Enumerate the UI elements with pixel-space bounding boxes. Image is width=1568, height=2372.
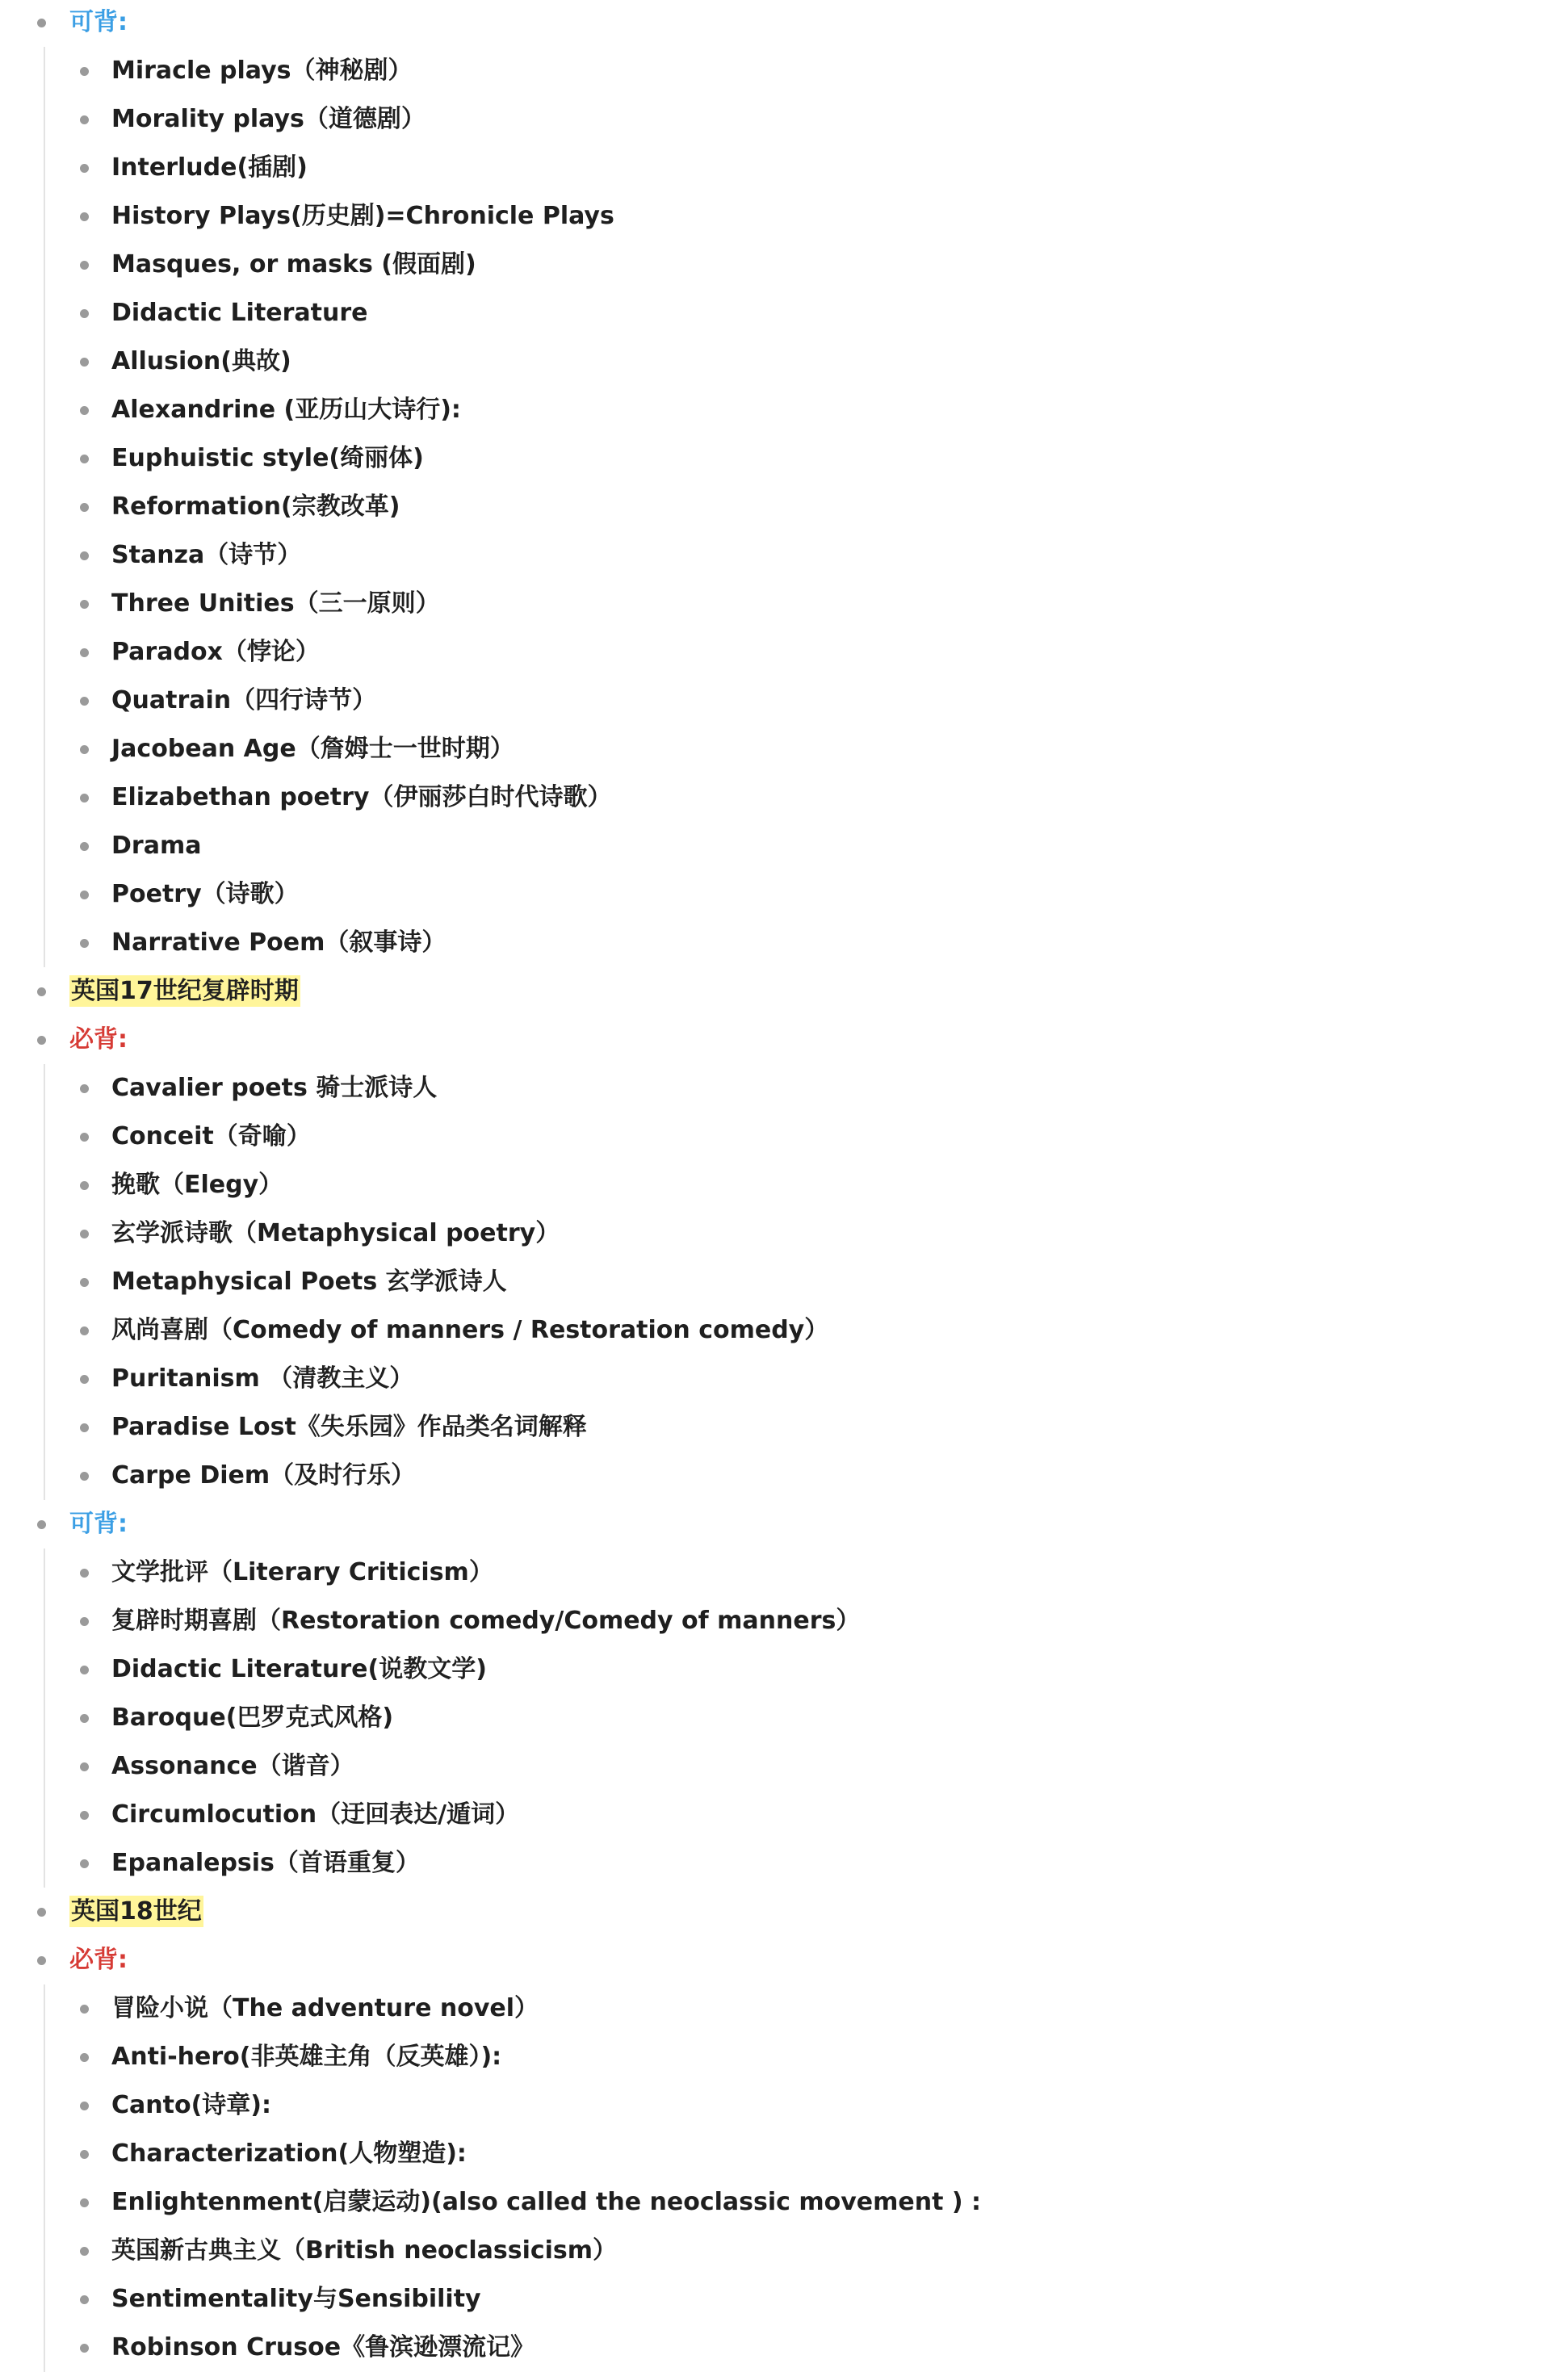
bullet-icon <box>80 794 89 803</box>
bullet-icon <box>80 2150 89 2159</box>
bullet-icon <box>80 1278 89 1287</box>
item-heading-text: 必背: <box>69 1946 128 1974</box>
list-item <box>0 1742 1568 1791</box>
item-text: Puritanism （清教主义） <box>111 1364 414 1393</box>
list-item <box>0 144 1568 192</box>
list-item <box>0 434 1568 483</box>
list-item <box>0 47 1568 95</box>
item-text: Sentimentality与Sensibility <box>111 2285 481 2313</box>
bullet-icon <box>80 1859 89 1868</box>
section-heading <box>0 1888 1568 1936</box>
list-item <box>0 483 1568 531</box>
list-item <box>0 2033 1568 2081</box>
bullet-icon <box>80 1230 89 1238</box>
list-item <box>0 580 1568 628</box>
indent-guide <box>44 434 45 483</box>
list-item <box>0 822 1568 870</box>
indent-guide <box>44 144 45 192</box>
item-text: Reformation(宗教改革) <box>111 492 400 521</box>
item-text: 英国新古典主义（British neoclassicism） <box>111 2236 618 2265</box>
list-item <box>0 1113 1568 1161</box>
bullet-icon <box>80 1666 89 1674</box>
item-text: Enlightenment(启蒙运动)(also called the neoclassic movement ) : <box>111 2188 982 2216</box>
item-text: Miracle plays（神秘剧） <box>111 57 413 85</box>
indent-guide <box>44 2130 45 2178</box>
list-item <box>0 289 1568 337</box>
bullet-icon <box>80 1326 89 1335</box>
item-text: Alexandrine (亚历山大诗行): <box>111 396 461 424</box>
indent-guide <box>44 1645 45 1694</box>
item-text: 挽歌（Elegy） <box>111 1171 283 1199</box>
indent-guide <box>44 1742 45 1791</box>
bullet-icon <box>80 600 89 609</box>
item-text: Robinson Crusoe《鲁滨逊漂流记》 <box>111 2333 535 2362</box>
list-item <box>0 1984 1568 2033</box>
bullet-icon <box>80 358 89 367</box>
item-text: Stanza（诗节） <box>111 541 302 569</box>
highlight-mark: 英国17世纪复辟时期 <box>71 977 299 1005</box>
bullet-icon <box>80 2053 89 2062</box>
bullet-icon <box>80 261 89 270</box>
item-text: Jacobean Age（詹姆士一世时期） <box>111 735 514 763</box>
indent-guide <box>44 1839 45 1888</box>
list-item <box>0 1258 1568 1306</box>
bullet-icon <box>80 2247 89 2256</box>
indent-guide <box>44 241 45 289</box>
bullet-icon <box>80 1375 89 1384</box>
bullet-icon <box>80 309 89 318</box>
list-item <box>0 95 1568 144</box>
list-item <box>0 2130 1568 2178</box>
bullet-icon <box>80 115 89 124</box>
item-text: Carpe Diem（及时行乐） <box>111 1461 416 1490</box>
bullet-icon <box>80 2005 89 2014</box>
list-item <box>0 1064 1568 1113</box>
list-item <box>0 2178 1568 2227</box>
list-item <box>0 919 1568 967</box>
indent-guide <box>44 2324 45 2372</box>
bullet-icon <box>37 19 46 27</box>
indent-guide <box>44 870 45 919</box>
item-text: Masques, or masks (假面剧) <box>111 250 476 279</box>
indent-guide <box>44 1209 45 1258</box>
bullet-icon <box>80 1714 89 1723</box>
bullet-icon <box>37 1520 46 1529</box>
optional-label <box>0 0 1568 47</box>
indent-guide <box>44 773 45 822</box>
indent-guide <box>44 1791 45 1839</box>
bullet-icon <box>80 1762 89 1771</box>
indent-guide <box>44 580 45 628</box>
list-item <box>0 1549 1568 1597</box>
bullet-icon <box>37 1036 46 1045</box>
list-item <box>0 531 1568 580</box>
bullet-icon <box>80 697 89 706</box>
required-label <box>0 1936 1568 1984</box>
list-item <box>0 2081 1568 2130</box>
list-item <box>0 1209 1568 1258</box>
bullet-icon <box>80 1617 89 1626</box>
item-text: Canto(诗章): <box>111 2091 271 2119</box>
indent-guide <box>44 677 45 725</box>
item-text: Drama <box>111 832 202 860</box>
indent-guide <box>44 628 45 677</box>
bullet-icon <box>80 406 89 415</box>
bullet-icon <box>80 551 89 560</box>
list-item <box>0 1694 1568 1742</box>
item-text: History Plays(历史剧)=Chronicle Plays <box>111 202 614 230</box>
bullet-icon <box>80 1811 89 1820</box>
item-text: 文学批评（Literary Criticism） <box>111 1558 493 1586</box>
indent-guide <box>44 2081 45 2130</box>
indent-guide <box>44 1549 45 1597</box>
item-text: Epanalepsis（首语重复） <box>111 1849 420 1877</box>
list-item <box>0 677 1568 725</box>
list-item <box>0 2275 1568 2324</box>
item-heading-text <box>69 1888 203 1936</box>
item-text: Allusion(典故) <box>111 347 291 375</box>
item-text: Paradox（悖论） <box>111 638 320 666</box>
list-item <box>0 1597 1568 1645</box>
item-text: Didactic Literature(说教文学) <box>111 1655 487 1683</box>
item-text: Didactic Literature <box>111 299 368 327</box>
item-text: Poetry（诗歌） <box>111 880 299 908</box>
indent-guide <box>44 386 45 434</box>
list-item <box>0 1645 1568 1694</box>
bullet-icon <box>80 67 89 76</box>
list-item <box>0 241 1568 289</box>
list-item <box>0 1161 1568 1209</box>
list-item <box>0 1355 1568 1403</box>
list-item <box>0 192 1568 241</box>
list-item <box>0 725 1568 773</box>
item-text: 冒险小说（The adventure novel） <box>111 1994 539 2022</box>
item-text: Assonance（谐音） <box>111 1752 354 1780</box>
bullet-icon <box>80 1133 89 1142</box>
highlight-mark: 英国18世纪 <box>71 1897 202 1926</box>
indent-guide <box>44 1306 45 1355</box>
list-item <box>0 773 1568 822</box>
bullet-icon <box>80 212 89 221</box>
list-item <box>0 1839 1568 1888</box>
indent-guide <box>44 95 45 144</box>
bullet-icon <box>80 2198 89 2207</box>
item-heading-text: 必背: <box>69 1025 128 1054</box>
item-text: Three Unities（三一原则） <box>111 589 440 618</box>
indent-guide <box>44 1113 45 1161</box>
item-text: Quatrain（四行诗节） <box>111 686 377 715</box>
indent-guide <box>44 2275 45 2324</box>
item-text: Circumlocution（迂回表达/遁词） <box>111 1800 520 1829</box>
indent-guide <box>44 483 45 531</box>
indent-guide <box>44 47 45 95</box>
indent-guide <box>44 192 45 241</box>
indent-guide <box>44 1258 45 1306</box>
indent-guide <box>44 1355 45 1403</box>
list-item <box>0 2227 1568 2275</box>
indent-guide <box>44 1403 45 1452</box>
bullet-icon <box>37 1908 46 1917</box>
bullet-icon <box>80 1569 89 1578</box>
list-item <box>0 870 1568 919</box>
item-text: Conceit（奇喻） <box>111 1122 311 1150</box>
indent-guide <box>44 1452 45 1500</box>
indent-guide <box>44 2033 45 2081</box>
item-text: Interlude(插剧) <box>111 153 308 182</box>
indent-guide <box>44 1161 45 1209</box>
item-text: Characterization(人物塑造): <box>111 2139 467 2168</box>
item-text: Narrative Poem（叙事诗） <box>111 928 447 957</box>
bullet-icon <box>80 455 89 463</box>
optional-label <box>0 1500 1568 1549</box>
item-text: Paradise Lost《失乐园》作品类名词解释 <box>111 1413 587 1441</box>
indent-guide <box>44 1064 45 1113</box>
indent-guide <box>44 1597 45 1645</box>
item-text: Cavalier poets 骑士派诗人 <box>111 1074 438 1102</box>
list-item <box>0 2324 1568 2372</box>
bullet-icon <box>80 2102 89 2110</box>
item-heading-text: 可背: <box>69 1510 128 1538</box>
indent-guide <box>44 337 45 386</box>
indent-guide <box>44 919 45 967</box>
indent-guide <box>44 2178 45 2227</box>
bullet-icon <box>80 2295 89 2304</box>
bullet-icon <box>37 1956 46 1965</box>
list-item <box>0 628 1568 677</box>
item-heading-text: 可背: <box>69 8 128 36</box>
item-heading-text <box>69 967 300 1016</box>
indent-guide <box>44 725 45 773</box>
bullet-icon <box>80 2344 89 2353</box>
item-text: 玄学派诗歌（Metaphysical poetry） <box>111 1219 560 1247</box>
bullet-icon <box>80 503 89 512</box>
bullet-icon <box>80 842 89 851</box>
indent-guide <box>44 1984 45 2033</box>
list-item <box>0 386 1568 434</box>
item-text: 复辟时期喜剧（Restoration comedy/Comedy of manners） <box>111 1607 861 1635</box>
list-item <box>0 1306 1568 1355</box>
indent-guide <box>44 531 45 580</box>
list-item <box>0 1452 1568 1500</box>
item-text: Morality plays（道德剧） <box>111 105 426 133</box>
bullet-icon <box>80 745 89 754</box>
indent-guide <box>44 822 45 870</box>
list-item <box>0 1403 1568 1452</box>
bullet-icon <box>37 987 46 996</box>
indent-guide <box>44 289 45 337</box>
bullet-icon <box>80 164 89 173</box>
list-item <box>0 337 1568 386</box>
item-text: 风尚喜剧（Comedy of manners / Restoration comedy） <box>111 1316 829 1344</box>
indent-guide <box>44 1694 45 1742</box>
item-text: Elizabethan poetry（伊丽莎白时代诗歌） <box>111 783 612 811</box>
required-label <box>0 1016 1568 1064</box>
indent-guide <box>44 2227 45 2275</box>
section-heading <box>0 967 1568 1016</box>
bullet-icon <box>80 1423 89 1432</box>
item-text: Euphuistic style(绮丽体) <box>111 444 424 472</box>
bullet-icon <box>80 648 89 657</box>
bullet-icon <box>80 891 89 899</box>
bullet-icon <box>80 939 89 948</box>
bullet-icon <box>80 1084 89 1093</box>
item-text: Baroque(巴罗克式风格) <box>111 1704 394 1732</box>
bullet-icon <box>80 1181 89 1190</box>
item-text: Anti-hero(非英雄主角（反英雄）): <box>111 2043 502 2071</box>
list-item <box>0 1791 1568 1839</box>
item-text: Metaphysical Poets 玄学派诗人 <box>111 1268 507 1296</box>
bullet-icon <box>80 1472 89 1481</box>
